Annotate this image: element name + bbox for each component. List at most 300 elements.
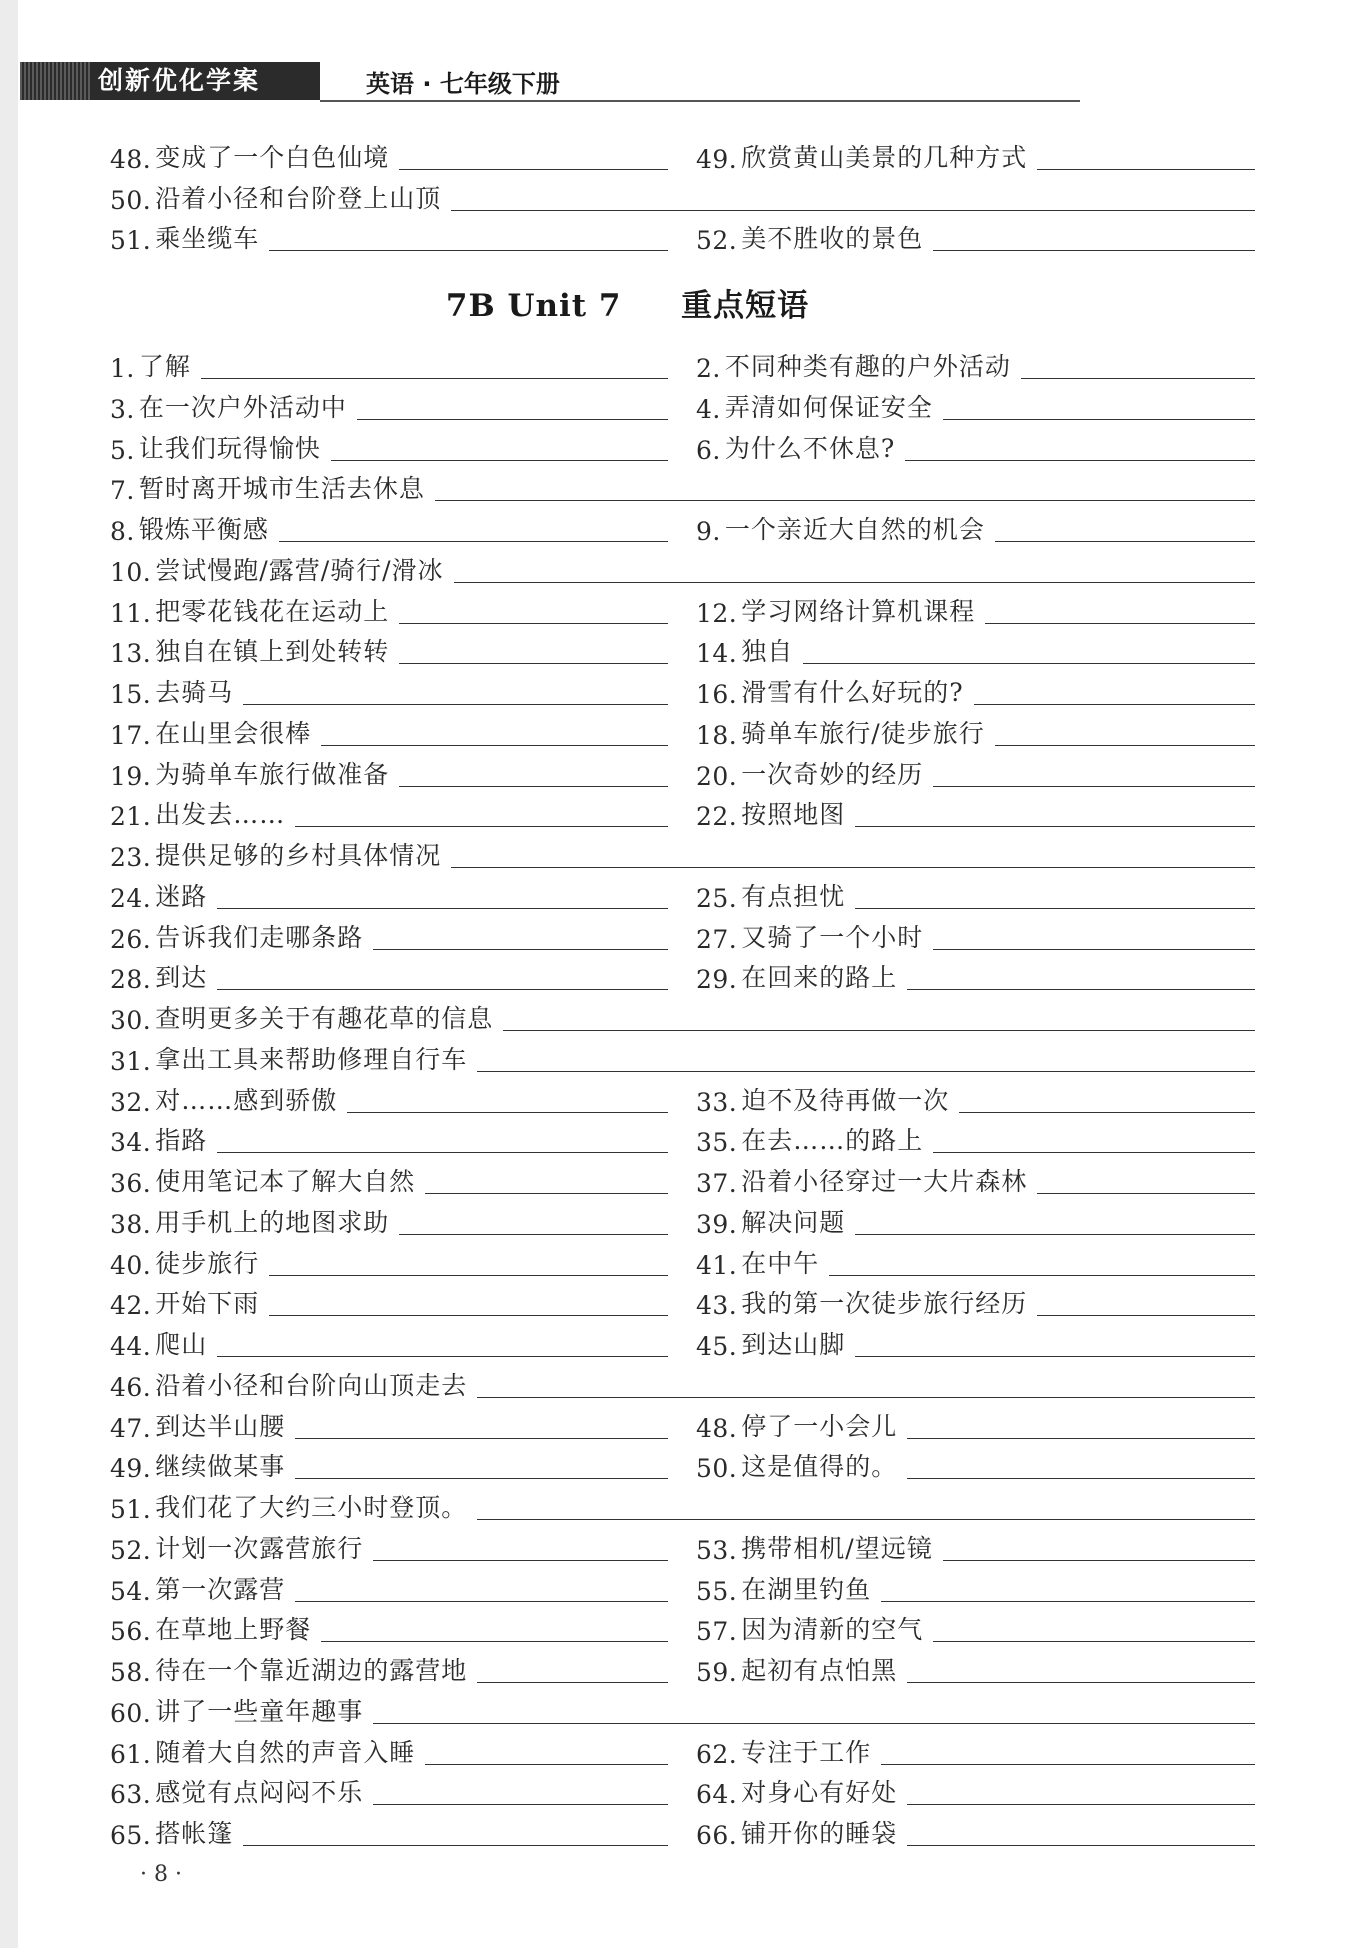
item-prompt: 一个亲近大自然的机会 [724, 515, 985, 544]
answer-blank[interactable] [243, 1844, 668, 1846]
item-number: 42. [110, 1291, 152, 1321]
phrase-row [110, 1810, 1255, 1850]
answer-blank[interactable] [217, 1355, 668, 1357]
item-number: 22. [696, 802, 738, 832]
answer-blank[interactable] [477, 1681, 668, 1683]
item-number: 28. [110, 965, 152, 995]
answer-blank[interactable] [959, 1111, 1255, 1113]
phrase-item [110, 628, 668, 668]
answer-blank[interactable] [399, 662, 668, 664]
item-prompt: 计划一次露营旅行 [155, 1533, 364, 1563]
phrase-item [696, 1321, 1255, 1361]
item-number: 60. [110, 1698, 152, 1728]
item-prompt: 拿出工具来帮助修理自行车 [155, 1044, 468, 1074]
item-number: 48. [696, 1413, 738, 1443]
item-prompt: 欣赏黄山美景的几种方式 [741, 143, 1028, 172]
phrase-item [110, 791, 668, 831]
item-number: 27. [696, 924, 738, 954]
phrase-item [696, 628, 1255, 668]
answer-blank[interactable] [454, 581, 1255, 583]
item-number: 63. [110, 1780, 152, 1810]
section-title [0, 280, 1255, 325]
item-prompt: 出发去…… [155, 800, 286, 830]
phrase-item [696, 134, 1255, 174]
item-prompt: 起初有点怕黑 [741, 1656, 898, 1685]
phrase-item [110, 995, 1255, 1035]
answer-blank[interactable] [279, 540, 668, 542]
phrase-item [696, 1077, 1255, 1117]
item-number: 16. [696, 680, 738, 709]
item-prompt: 对……感到骄傲 [155, 1085, 338, 1115]
item-number: 23. [110, 843, 152, 872]
phrase-row [110, 1443, 1255, 1483]
item-number: 44. [110, 1332, 152, 1361]
answer-blank[interactable] [905, 459, 1255, 461]
answer-blank[interactable] [217, 907, 668, 909]
item-number: 58. [110, 1658, 152, 1687]
item-prompt: 又骑了一个小时 [741, 922, 924, 952]
answer-blank[interactable] [477, 1070, 1255, 1072]
answer-blank[interactable] [321, 744, 668, 746]
item-number: 37. [696, 1169, 738, 1198]
answer-blank[interactable] [974, 703, 1255, 705]
item-prompt: 停了一小会儿 [741, 1411, 898, 1441]
item-prompt: 在中午 [741, 1248, 820, 1278]
item-prompt: 我们花了大约三小时登顶。 [155, 1493, 468, 1522]
answer-blank[interactable] [1037, 1192, 1255, 1194]
item-prompt: 徒步旅行 [155, 1248, 260, 1278]
phrase-row [110, 1240, 1255, 1280]
phrase-row [110, 1484, 1255, 1524]
answer-blank[interactable] [217, 988, 668, 990]
header-title: 英语 · 七年级下册 [366, 70, 560, 98]
item-prompt: 迷路 [155, 881, 208, 911]
phrase-item [110, 1769, 668, 1809]
item-prompt: 这是值得的。 [741, 1452, 898, 1482]
item-number: 18. [696, 720, 738, 750]
brand-stripe [20, 62, 90, 100]
phrase-item [696, 1158, 1255, 1198]
item-number: 59. [696, 1658, 738, 1687]
item-prompt: 使用笔记本了解大自然 [155, 1167, 416, 1196]
phrase-item [696, 588, 1255, 628]
item-prompt: 随着大自然的声音入睡 [155, 1737, 416, 1767]
item-prompt: 有点担忧 [741, 881, 846, 911]
item-number: 48. [110, 145, 152, 174]
phrase-item [696, 384, 1255, 424]
item-prompt: 为什么不休息? [724, 433, 896, 463]
phrase-row [110, 628, 1255, 668]
section-heading: 重点短语 [681, 288, 810, 324]
item-prompt: 到达半山腰 [155, 1411, 286, 1441]
phrase-item [696, 1525, 1255, 1565]
answer-blank[interactable] [803, 662, 1255, 664]
phrase-row [110, 751, 1255, 791]
item-number: 62. [696, 1739, 738, 1769]
phrase-row [110, 384, 1255, 424]
item-prompt: 了解 [138, 352, 191, 381]
answer-blank[interactable] [907, 1477, 1255, 1479]
answer-blank[interactable] [829, 1274, 1255, 1276]
item-prompt: 美不胜收的景色 [741, 224, 924, 253]
phrase-item [696, 751, 1255, 791]
item-number: 1. [110, 354, 135, 383]
item-prompt: 在山里会很棒 [155, 718, 312, 748]
phrase-row [110, 506, 1255, 546]
phrase-item [110, 1280, 668, 1320]
phrase-item [110, 134, 668, 174]
item-number: 51. [110, 1495, 152, 1524]
item-number: 38. [110, 1209, 152, 1239]
item-number: 35. [696, 1128, 738, 1158]
answer-blank[interactable] [1021, 377, 1255, 379]
item-prompt: 独自 [741, 637, 794, 667]
phrase-item [110, 588, 668, 628]
item-number: 49. [696, 145, 738, 174]
page-number: · 8 · [140, 1862, 182, 1887]
phrase-row [110, 175, 1255, 215]
phrase-row [110, 215, 1255, 255]
answer-blank[interactable] [933, 1151, 1255, 1153]
phrase-row [110, 710, 1255, 750]
item-number: 55. [696, 1576, 738, 1606]
answer-blank[interactable] [451, 209, 1255, 211]
item-prompt: 铺开你的睡袋 [741, 1819, 898, 1848]
phrase-item [696, 1117, 1255, 1157]
phrase-item [110, 1036, 1255, 1076]
phrase-row [110, 1769, 1255, 1809]
item-number: 20. [696, 761, 738, 791]
item-number: 61. [110, 1739, 152, 1769]
item-number: 7. [110, 476, 135, 506]
answer-blank[interactable] [399, 1233, 668, 1235]
item-number: 19. [110, 761, 152, 791]
item-number: 4. [696, 394, 721, 424]
phrase-row [110, 134, 1255, 174]
phrase-item [110, 384, 668, 424]
answer-blank[interactable] [855, 825, 1255, 827]
item-prompt: 按照地图 [741, 800, 846, 830]
item-prompt: 在湖里钓鱼 [741, 1574, 872, 1604]
item-number: 56. [110, 1617, 152, 1647]
phrase-item [110, 1240, 668, 1280]
answer-blank[interactable] [331, 459, 668, 461]
item-number: 65. [110, 1821, 152, 1850]
answer-blank[interactable] [425, 1763, 668, 1765]
item-number: 47. [110, 1413, 152, 1443]
answer-blank[interactable] [295, 1437, 668, 1439]
answer-blank[interactable] [201, 377, 668, 379]
phrase-item [110, 1566, 668, 1606]
item-prompt: 到达山脚 [741, 1330, 846, 1359]
item-prompt: 指路 [155, 1126, 208, 1156]
item-number: 21. [110, 802, 152, 832]
phrase-row [110, 465, 1255, 505]
answer-blank[interactable] [451, 866, 1255, 868]
item-number: 12. [696, 598, 738, 628]
phrase-item [110, 175, 1255, 215]
answer-blank[interactable] [425, 1192, 668, 1194]
phrase-row [110, 1280, 1255, 1320]
answer-blank[interactable] [985, 622, 1255, 624]
item-prompt: 滑雪有什么好玩的? [741, 678, 964, 707]
item-number: 2. [696, 354, 721, 383]
phrase-row [110, 1321, 1255, 1361]
item-prompt: 迫不及待再做一次 [741, 1085, 950, 1115]
answer-blank[interactable] [243, 703, 668, 705]
item-prompt: 尝试慢跑/露营/骑行/滑冰 [155, 555, 444, 585]
item-number: 5. [110, 435, 135, 465]
phrase-row [110, 1688, 1255, 1728]
item-prompt: 感觉有点闷闷不乐 [155, 1778, 364, 1808]
item-prompt: 用手机上的地图求助 [155, 1207, 390, 1237]
item-prompt: 搭帐篷 [155, 1819, 234, 1848]
answer-blank[interactable] [373, 1803, 668, 1805]
brand-logo: 创新优化学案 [20, 62, 320, 100]
item-number: 30. [110, 1006, 152, 1035]
answer-blank[interactable] [995, 744, 1255, 746]
item-prompt: 让我们玩得愉快 [138, 433, 321, 463]
phrase-row [110, 791, 1255, 831]
phrase-row [110, 954, 1255, 994]
phrase-item [696, 425, 1255, 465]
phrase-item [110, 1484, 1255, 1524]
item-prompt: 在去……的路上 [741, 1126, 924, 1156]
phrase-item [110, 343, 668, 383]
answer-blank[interactable] [399, 168, 668, 170]
item-prompt: 专注于工作 [741, 1737, 872, 1767]
item-number: 17. [110, 720, 152, 750]
item-number: 45. [696, 1332, 738, 1361]
phrase-item [696, 1403, 1255, 1443]
answer-blank[interactable] [855, 1355, 1255, 1357]
item-number: 40. [110, 1250, 152, 1280]
item-number: 34. [110, 1128, 152, 1158]
item-number: 66. [696, 1821, 738, 1850]
item-number: 50. [110, 185, 152, 215]
answer-blank[interactable] [295, 1477, 668, 1479]
phrase-item [696, 215, 1255, 255]
phrase-item [110, 1525, 668, 1565]
answer-blank[interactable] [347, 1111, 668, 1113]
item-number: 43. [696, 1291, 738, 1321]
item-number: 36. [110, 1169, 152, 1198]
phrase-item [110, 547, 1255, 587]
item-prompt: 沿着小径和台阶登上山顶 [155, 183, 442, 213]
phrase-item [110, 506, 668, 546]
phrase-item [110, 669, 668, 709]
phrase-item [110, 1077, 668, 1117]
unit-label: 7B Unit 7 [445, 288, 622, 324]
item-number: 46. [110, 1372, 152, 1402]
answer-blank[interactable] [295, 825, 668, 827]
phrase-row [110, 669, 1255, 709]
phrase-row [110, 1158, 1255, 1198]
phrase-row [110, 1403, 1255, 1443]
item-prompt: 沿着小径和台阶向山顶走去 [155, 1370, 468, 1400]
item-prompt: 提供足够的乡村具体情况 [155, 841, 442, 870]
answer-blank[interactable] [373, 1722, 1255, 1724]
phrase-row [110, 343, 1255, 383]
item-prompt: 第一次露营 [155, 1574, 286, 1604]
phrase-item [696, 1566, 1255, 1606]
answer-blank[interactable] [373, 1559, 668, 1561]
answer-blank[interactable] [855, 907, 1255, 909]
item-number: 53. [696, 1535, 738, 1565]
phrase-item [110, 1403, 668, 1443]
item-number: 13. [110, 639, 152, 669]
item-prompt: 携带相机/望远镜 [741, 1533, 933, 1563]
answer-blank[interactable] [269, 1314, 668, 1316]
answer-blank[interactable] [943, 418, 1255, 420]
phrase-row [110, 425, 1255, 465]
answer-blank[interactable] [881, 1600, 1255, 1602]
answer-blank[interactable] [295, 1600, 668, 1602]
phrase-item [696, 954, 1255, 994]
answer-blank[interactable] [269, 1274, 668, 1276]
item-prompt: 弄清如何保证安全 [724, 392, 933, 422]
answer-blank[interactable] [933, 1640, 1255, 1642]
item-prompt: 讲了一些童年趣事 [155, 1696, 364, 1726]
item-prompt: 把零花钱花在运动上 [155, 596, 390, 626]
item-prompt: 变成了一个白色仙境 [155, 143, 390, 172]
item-prompt: 不同种类有趣的户外活动 [724, 352, 1011, 381]
answer-blank[interactable] [907, 1803, 1255, 1805]
phrase-row [110, 1362, 1255, 1402]
item-number: 14. [696, 639, 738, 669]
phrase-item [110, 1117, 668, 1157]
phrase-item [696, 669, 1255, 709]
answer-blank[interactable] [269, 249, 668, 251]
answer-blank[interactable] [907, 988, 1255, 990]
phrase-item [696, 1810, 1255, 1850]
item-prompt: 在回来的路上 [741, 963, 898, 993]
phrase-item [110, 1606, 668, 1646]
item-number: 29. [696, 965, 738, 995]
phrase-row [110, 1647, 1255, 1687]
phrase-item [696, 343, 1255, 383]
phrase-item [696, 1240, 1255, 1280]
phrase-item [696, 791, 1255, 831]
phrase-item [110, 1199, 668, 1239]
item-prompt: 锻炼平衡感 [138, 515, 269, 544]
phrase-item [110, 751, 668, 791]
answer-blank[interactable] [995, 540, 1255, 542]
answer-blank[interactable] [1037, 168, 1255, 170]
answer-blank[interactable] [933, 249, 1255, 251]
answer-blank[interactable] [855, 1233, 1255, 1235]
phrase-row [110, 1606, 1255, 1646]
answer-blank[interactable] [933, 785, 1255, 787]
answer-blank[interactable] [477, 1518, 1255, 1520]
answer-blank[interactable] [373, 948, 668, 950]
item-number: 52. [110, 1535, 152, 1565]
answer-blank[interactable] [943, 1559, 1255, 1561]
item-number: 25. [696, 883, 738, 913]
answer-blank[interactable] [907, 1681, 1255, 1683]
phrase-item [696, 914, 1255, 954]
answer-blank[interactable] [357, 418, 668, 420]
item-prompt: 爬山 [155, 1330, 208, 1359]
item-number: 10. [110, 557, 152, 587]
item-number: 24. [110, 883, 152, 913]
item-number: 39. [696, 1209, 738, 1239]
phrase-item [696, 873, 1255, 913]
phrase-item [696, 1280, 1255, 1320]
item-prompt: 一次奇妙的经历 [741, 759, 924, 789]
answer-blank[interactable] [435, 499, 1255, 501]
page-header [20, 58, 1330, 104]
item-prompt: 在一次户外活动中 [138, 392, 347, 422]
item-prompt: 骑单车旅行/徒步旅行 [741, 718, 985, 748]
phrase-item [110, 1810, 668, 1850]
phrase-item [110, 1647, 668, 1687]
phrase-row [110, 588, 1255, 628]
phrase-row [110, 1525, 1255, 1565]
phrase-row [110, 1199, 1255, 1239]
answer-blank[interactable] [321, 1640, 668, 1642]
item-prompt: 学习网络计算机课程 [741, 596, 976, 626]
answer-blank[interactable] [503, 1029, 1255, 1031]
item-prompt: 解决问题 [741, 1207, 846, 1237]
item-number: 26. [110, 924, 152, 954]
item-prompt: 查明更多关于有趣花草的信息 [155, 1004, 494, 1033]
item-number: 6. [696, 435, 721, 465]
phrase-row [110, 832, 1255, 872]
phrase-item [110, 425, 668, 465]
item-number: 49. [110, 1454, 152, 1484]
phrase-item [110, 1158, 668, 1198]
header-rule [320, 100, 1080, 102]
item-number: 15. [110, 680, 152, 709]
item-prompt: 对身心有好处 [741, 1778, 898, 1808]
item-number: 9. [696, 517, 721, 546]
item-number: 11. [110, 598, 152, 628]
phrase-row [110, 1117, 1255, 1157]
phrase-item [110, 914, 668, 954]
answer-blank[interactable] [477, 1396, 1255, 1398]
item-prompt: 去骑马 [155, 678, 234, 707]
item-prompt: 待在一个靠近湖边的露营地 [155, 1656, 468, 1685]
answer-blank[interactable] [907, 1844, 1255, 1846]
item-number: 8. [110, 517, 135, 546]
answer-blank[interactable] [907, 1437, 1255, 1439]
phrase-item [696, 1647, 1255, 1687]
item-number: 32. [110, 1087, 152, 1117]
phrase-row [110, 1729, 1255, 1769]
phrase-item [110, 1729, 668, 1769]
answer-blank[interactable] [399, 785, 668, 787]
phrase-row [110, 995, 1255, 1035]
phrase-item [110, 1362, 1255, 1402]
answer-blank[interactable] [933, 948, 1255, 950]
phrase-item [110, 465, 1255, 505]
phrase-item [696, 1769, 1255, 1809]
phrase-item [110, 1321, 668, 1361]
item-prompt: 乘坐缆车 [155, 224, 260, 253]
answer-blank[interactable] [1037, 1314, 1255, 1316]
answer-blank[interactable] [399, 622, 668, 624]
phrase-row [110, 547, 1255, 587]
item-prompt: 继续做某事 [155, 1452, 286, 1482]
answer-blank[interactable] [881, 1763, 1255, 1765]
phrase-item [696, 1606, 1255, 1646]
phrase-item [110, 215, 668, 255]
phrase-row [110, 1036, 1255, 1076]
answer-blank[interactable] [217, 1151, 668, 1153]
item-number: 3. [110, 394, 135, 424]
phrase-item [696, 710, 1255, 750]
